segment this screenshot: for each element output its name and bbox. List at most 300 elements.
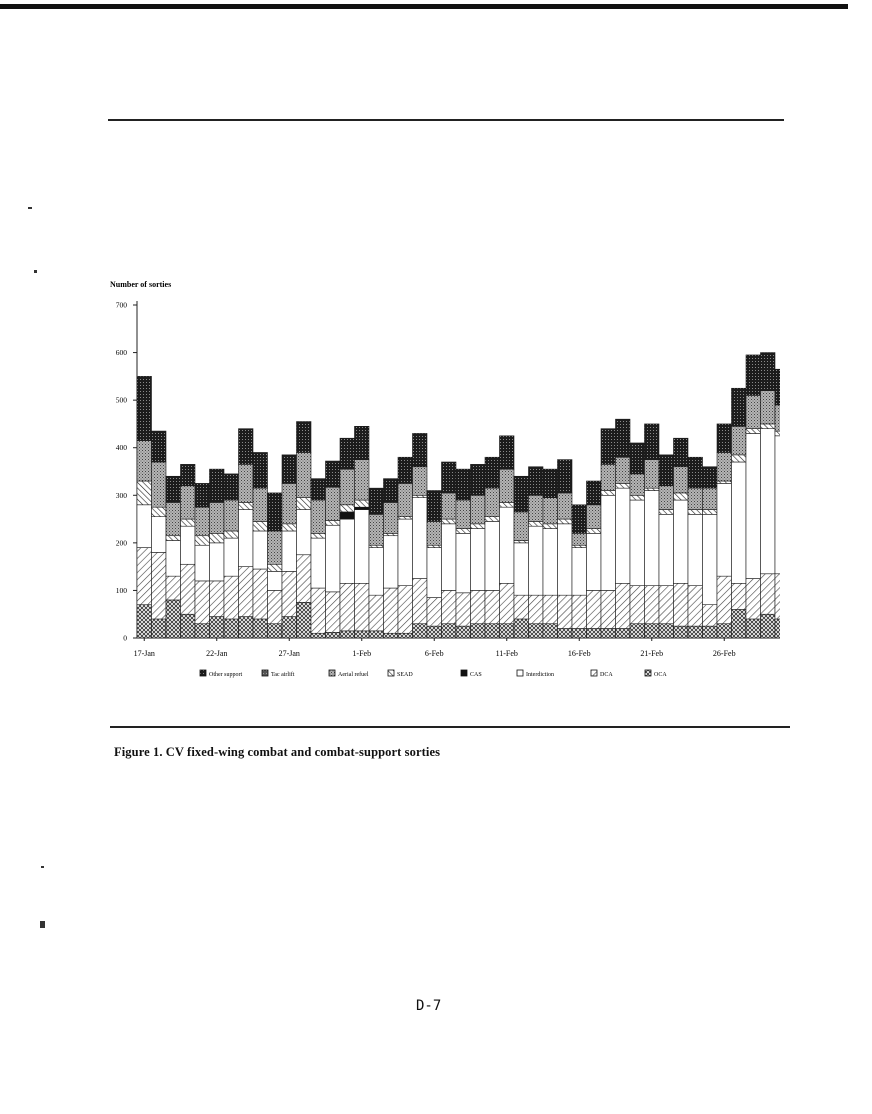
scan-speck bbox=[28, 207, 32, 209]
bar-segment-aerial-refuel bbox=[369, 514, 384, 545]
bar-segment-oca bbox=[384, 633, 399, 638]
legend-swatch-dca bbox=[591, 670, 597, 676]
scan-speck bbox=[34, 270, 37, 273]
bar-segment-sead bbox=[413, 495, 428, 497]
bar-segment-oca bbox=[529, 624, 544, 638]
bar-stack bbox=[268, 493, 283, 638]
bar-segment-sead bbox=[529, 521, 544, 526]
bar-segment-sead bbox=[543, 524, 558, 529]
bar-segment-other-support bbox=[152, 431, 167, 462]
bar-stack bbox=[572, 505, 587, 638]
bar-segment-oca bbox=[471, 624, 486, 638]
legend-label-cas: CAS bbox=[470, 672, 482, 678]
bar-segment-interdiction bbox=[268, 571, 283, 590]
bar-segment-oca bbox=[311, 633, 326, 638]
bar-segment-other-support bbox=[369, 488, 384, 514]
bar-stack bbox=[340, 438, 355, 638]
bar-segment-oca bbox=[195, 624, 210, 638]
bar-segment-aerial-refuel bbox=[210, 502, 225, 533]
bars bbox=[137, 353, 780, 638]
bar-segment-sead bbox=[688, 510, 703, 515]
bar-segment-aerial-refuel bbox=[558, 493, 573, 519]
bar-segment-aerial-refuel bbox=[587, 505, 602, 529]
bar-stack bbox=[529, 467, 544, 638]
bar-stack bbox=[297, 422, 312, 638]
bar-segment-other-support bbox=[601, 429, 616, 465]
bar-segment-aerial-refuel bbox=[311, 500, 326, 533]
bar-segment-sead bbox=[717, 481, 732, 483]
legend bbox=[200, 670, 667, 678]
bar-segment-aerial-refuel bbox=[717, 452, 732, 481]
x-tick-label: 16-Feb bbox=[567, 649, 591, 658]
legend-swatch-oca bbox=[645, 670, 651, 676]
bar-segment-dca bbox=[442, 590, 457, 623]
bar-segment-sead bbox=[355, 500, 370, 507]
bar-segment-oca bbox=[717, 624, 732, 638]
bar-segment-oca bbox=[224, 619, 239, 638]
bar-segment-oca bbox=[239, 617, 254, 638]
legend-swatch-aerial-refuel bbox=[329, 670, 335, 676]
bar-segment-sead bbox=[471, 524, 486, 529]
bar-segment-other-support bbox=[630, 443, 645, 474]
bar-stack bbox=[442, 462, 457, 638]
bar-segment-dca bbox=[659, 586, 674, 624]
y-tick-label: 500 bbox=[115, 395, 127, 405]
bar-segment-other-support bbox=[326, 461, 341, 487]
bar-segment-oca bbox=[398, 633, 413, 638]
bar-segment-aerial-refuel bbox=[297, 452, 312, 497]
bar-segment-sead bbox=[674, 493, 689, 500]
legend-swatch-other-support bbox=[200, 670, 206, 676]
bar-segment-other-support bbox=[456, 469, 471, 500]
bar-segment-interdiction bbox=[761, 429, 776, 574]
bar-segment-aerial-refuel bbox=[645, 460, 660, 489]
bar-segment-sead bbox=[703, 510, 718, 515]
bar-segment-interdiction bbox=[210, 543, 225, 581]
bar-stack bbox=[761, 353, 776, 638]
bar-segment-aerial-refuel bbox=[355, 460, 370, 500]
bottom-rule bbox=[110, 726, 790, 728]
bar-segment-dca bbox=[543, 595, 558, 624]
legend-label-oca: OCA bbox=[654, 672, 667, 678]
bar-segment-other-support bbox=[645, 424, 660, 460]
x-tick-label: 26-Feb bbox=[712, 649, 736, 658]
scan-speck bbox=[41, 866, 44, 868]
bar-stack bbox=[282, 455, 297, 638]
y-tick-label: 400 bbox=[115, 443, 127, 453]
bar-segment-aerial-refuel bbox=[398, 483, 413, 516]
bar-segment-interdiction bbox=[659, 514, 674, 585]
bar-segment-dca bbox=[500, 583, 515, 623]
bar-segment-other-support bbox=[166, 476, 181, 502]
bar-segment-interdiction bbox=[326, 525, 341, 592]
bar-segment-dca bbox=[384, 588, 399, 633]
bar-stack bbox=[703, 467, 718, 638]
bar-segment-interdiction bbox=[282, 531, 297, 571]
y-tick-label: 0 bbox=[123, 633, 127, 643]
bar-segment-dca bbox=[761, 574, 776, 614]
bar-segment-sead bbox=[181, 519, 196, 526]
bar-stack bbox=[195, 483, 210, 638]
bar-segment-interdiction bbox=[514, 543, 529, 595]
bar-segment-sead bbox=[224, 531, 239, 538]
bar-stack bbox=[616, 419, 631, 638]
bar-segment-sead bbox=[659, 510, 674, 515]
bar-segment-other-support bbox=[442, 462, 457, 493]
bar-segment-dca bbox=[427, 598, 442, 627]
bar-segment-other-support bbox=[282, 455, 297, 484]
bar-segment-aerial-refuel bbox=[137, 441, 152, 481]
bar-segment-dca bbox=[601, 590, 616, 628]
bar-segment-dca bbox=[268, 590, 283, 623]
bar-stack bbox=[645, 424, 660, 638]
bar-stack bbox=[471, 464, 486, 638]
bar-segment-sead bbox=[253, 521, 268, 531]
bar-segment-other-support bbox=[732, 388, 747, 426]
bar-segment-aerial-refuel bbox=[253, 488, 268, 521]
bar-segment-sead bbox=[572, 545, 587, 547]
bar-stack bbox=[775, 369, 780, 638]
bar-segment-other-support bbox=[384, 479, 399, 503]
bar-segment-dca bbox=[340, 583, 355, 631]
bar-stack bbox=[427, 491, 442, 638]
bar-stack bbox=[732, 388, 747, 638]
bar-segment-aerial-refuel bbox=[152, 462, 167, 507]
x-tick-label: 21-Feb bbox=[640, 649, 664, 658]
bar-segment-aerial-refuel bbox=[166, 502, 181, 535]
bar-segment-sead bbox=[311, 533, 326, 538]
bar-stack bbox=[253, 452, 268, 638]
bar-segment-oca bbox=[761, 614, 776, 638]
bar-segment-dca bbox=[195, 581, 210, 624]
bar-segment-sead bbox=[137, 481, 152, 505]
bar-segment-sead bbox=[587, 529, 602, 534]
bar-segment-sead bbox=[630, 495, 645, 500]
bar-segment-dca bbox=[239, 567, 254, 617]
bar-segment-oca bbox=[616, 628, 631, 638]
bar-stack bbox=[398, 457, 413, 638]
bar-segment-dca bbox=[529, 595, 544, 624]
legend-label-dca: DCA bbox=[600, 672, 613, 678]
bar-segment-other-support bbox=[268, 493, 283, 531]
bar-segment-other-support bbox=[224, 474, 239, 500]
bar-segment-oca bbox=[369, 631, 384, 638]
bar-segment-aerial-refuel bbox=[427, 521, 442, 545]
bar-segment-sead bbox=[326, 520, 341, 525]
bar-segment-dca bbox=[456, 593, 471, 626]
bar-segment-aerial-refuel bbox=[630, 474, 645, 495]
bar-segment-other-support bbox=[355, 426, 370, 459]
legend-label-other-support: Other support bbox=[209, 672, 243, 678]
bar-segment-oca bbox=[775, 619, 780, 638]
bar-segment-sead bbox=[775, 431, 780, 436]
bar-segment-oca bbox=[572, 628, 587, 638]
bar-segment-sead bbox=[616, 483, 631, 488]
bar-segment-interdiction bbox=[427, 548, 442, 598]
bar-segment-interdiction bbox=[224, 538, 239, 576]
bar-segment-other-support bbox=[253, 452, 268, 488]
bar-segment-interdiction bbox=[703, 514, 718, 604]
bar-segment-dca bbox=[645, 586, 660, 624]
bar-segment-sead bbox=[369, 545, 384, 547]
bar-segment-dca bbox=[282, 571, 297, 616]
scan-edge-bar bbox=[0, 4, 848, 9]
bar-segment-interdiction bbox=[384, 536, 399, 588]
bar-segment-interdiction bbox=[239, 510, 254, 567]
bar-segment-oca bbox=[268, 624, 283, 638]
bar-segment-other-support bbox=[659, 455, 674, 486]
bar-segment-dca bbox=[703, 605, 718, 626]
bar-segment-dca bbox=[253, 569, 268, 619]
bar-segment-other-support bbox=[297, 422, 312, 453]
bar-stack bbox=[717, 424, 732, 638]
bar-stack bbox=[746, 355, 761, 638]
bar-segment-sead bbox=[456, 529, 471, 534]
bar-segment-other-support bbox=[195, 483, 210, 507]
bar-segment-sead bbox=[239, 502, 254, 509]
bar-segment-aerial-refuel bbox=[239, 464, 254, 502]
bar-segment-other-support bbox=[398, 457, 413, 483]
y-axis-label: Number of sorties bbox=[110, 280, 172, 289]
bar-segment-dca bbox=[558, 595, 573, 628]
bar-segment-other-support bbox=[311, 479, 326, 500]
bar-segment-sead bbox=[268, 564, 283, 571]
legend-swatch-tac-airlift bbox=[262, 670, 268, 676]
bar-segment-cas bbox=[340, 512, 355, 519]
bar-segment-sead bbox=[427, 545, 442, 547]
bar-segment-sead bbox=[210, 533, 225, 543]
bar-segment-interdiction bbox=[587, 533, 602, 590]
bar-segment-interdiction bbox=[471, 529, 486, 591]
bar-segment-oca bbox=[282, 617, 297, 638]
bar-segment-sead bbox=[645, 488, 660, 490]
bar-segment-sead bbox=[761, 424, 776, 429]
bar-segment-oca bbox=[456, 626, 471, 638]
bar-segment-other-support bbox=[587, 481, 602, 505]
bar-segment-dca bbox=[137, 548, 152, 605]
bar-segment-aerial-refuel bbox=[224, 500, 239, 531]
bar-segment-aerial-refuel bbox=[674, 467, 689, 493]
bar-segment-oca bbox=[601, 628, 616, 638]
bar-segment-dca bbox=[485, 590, 500, 623]
bar-segment-aerial-refuel bbox=[746, 395, 761, 428]
bar-segment-interdiction bbox=[413, 498, 428, 579]
bar-segment-other-support bbox=[616, 419, 631, 457]
bar-segment-oca bbox=[558, 628, 573, 638]
bar-segment-interdiction bbox=[311, 538, 326, 588]
bar-stack bbox=[630, 443, 645, 638]
bar-segment-sead bbox=[195, 536, 210, 546]
bar-segment-dca bbox=[181, 564, 196, 614]
bar-segment-oca bbox=[645, 624, 660, 638]
bar-segment-dca bbox=[297, 555, 312, 603]
y-tick-label: 100 bbox=[115, 585, 127, 595]
bar-segment-oca bbox=[340, 631, 355, 638]
bar-segment-sead bbox=[442, 519, 457, 524]
bar-segment-oca bbox=[152, 619, 167, 638]
x-tick-label: 11-Feb bbox=[495, 649, 518, 658]
bar-segment-oca bbox=[703, 626, 718, 638]
bar-segment-aerial-refuel bbox=[195, 507, 210, 536]
bar-segment-dca bbox=[732, 583, 747, 609]
bar-segment-aerial-refuel bbox=[485, 488, 500, 517]
bar-segment-aerial-refuel bbox=[500, 469, 515, 502]
bar-segment-dca bbox=[616, 583, 631, 628]
bar-segment-aerial-refuel bbox=[688, 488, 703, 509]
bar-segment-aerial-refuel bbox=[471, 495, 486, 524]
bar-segment-interdiction bbox=[543, 529, 558, 596]
bar-segment-dca bbox=[471, 590, 486, 623]
bar-segment-dca bbox=[355, 583, 370, 631]
bar-segment-other-support bbox=[674, 438, 689, 467]
bar-stack bbox=[413, 433, 428, 638]
bar-segment-aerial-refuel bbox=[761, 391, 776, 424]
bar-segment-interdiction bbox=[152, 517, 167, 553]
bar-stack bbox=[384, 479, 399, 638]
bar-segment-interdiction bbox=[166, 540, 181, 576]
bar-segment-cas bbox=[355, 507, 370, 509]
bar-segment-interdiction bbox=[355, 510, 370, 584]
bar-segment-sead bbox=[514, 540, 529, 542]
bar-segment-dca bbox=[413, 579, 428, 624]
bar-segment-oca bbox=[297, 602, 312, 638]
bar-segment-dca bbox=[514, 595, 529, 619]
bar-segment-interdiction bbox=[645, 491, 660, 586]
bar-segment-interdiction bbox=[746, 433, 761, 578]
legend-label-aerial-refuel: Aerial refuel bbox=[338, 672, 369, 678]
bar-segment-other-support bbox=[413, 433, 428, 466]
bar-segment-oca bbox=[514, 619, 529, 638]
figure-caption: Figure 1. CV fixed-wing combat and combat-support sorties bbox=[114, 745, 441, 759]
bar-segment-other-support bbox=[514, 476, 529, 512]
bar-stack bbox=[152, 431, 167, 638]
bar-segment-aerial-refuel bbox=[442, 493, 457, 519]
bar-stack bbox=[587, 481, 602, 638]
bar-segment-sead bbox=[732, 455, 747, 462]
bar-segment-other-support bbox=[688, 457, 703, 488]
bar-segment-aerial-refuel bbox=[384, 502, 399, 533]
bar-segment-aerial-refuel bbox=[456, 500, 471, 529]
bar-segment-oca bbox=[543, 624, 558, 638]
bar-segment-interdiction bbox=[688, 514, 703, 585]
bar-segment-other-support bbox=[485, 457, 500, 488]
bar-segment-sead bbox=[601, 491, 616, 496]
bar-segment-oca bbox=[253, 619, 268, 638]
stacked-bar-chart bbox=[100, 270, 780, 690]
bar-segment-oca bbox=[413, 624, 428, 638]
bar-segment-other-support bbox=[543, 469, 558, 498]
bar-segment-aerial-refuel bbox=[572, 533, 587, 545]
bar-segment-interdiction bbox=[485, 521, 500, 590]
bar-stack bbox=[674, 438, 689, 638]
bar-segment-interdiction bbox=[195, 545, 210, 581]
bar-segment-interdiction bbox=[297, 510, 312, 555]
bar-segment-aerial-refuel bbox=[529, 495, 544, 521]
bar-segment-other-support bbox=[181, 464, 196, 485]
bar-stack bbox=[543, 469, 558, 638]
bar-stack bbox=[659, 455, 674, 638]
bar-stack bbox=[224, 474, 239, 638]
bar-stack bbox=[514, 476, 529, 638]
bar-segment-dca bbox=[224, 576, 239, 619]
bar-segment-aerial-refuel bbox=[413, 467, 428, 496]
bar-segment-dca bbox=[775, 574, 780, 619]
bar-segment-sead bbox=[558, 519, 573, 524]
bar-segment-dca bbox=[674, 583, 689, 626]
bar-segment-sead bbox=[297, 498, 312, 510]
bar-stack bbox=[239, 429, 254, 638]
bar-segment-other-support bbox=[427, 491, 442, 522]
bar-segment-oca bbox=[166, 600, 181, 638]
bar-segment-oca bbox=[442, 624, 457, 638]
bar-segment-other-support bbox=[775, 369, 780, 405]
bar-segment-interdiction bbox=[529, 526, 544, 595]
bar-stack bbox=[181, 464, 196, 638]
bar-segment-interdiction bbox=[717, 483, 732, 576]
bar-segment-oca bbox=[746, 619, 761, 638]
bar-stack bbox=[326, 461, 341, 638]
y-tick-label: 700 bbox=[115, 300, 127, 310]
bar-segment-aerial-refuel bbox=[659, 486, 674, 510]
bar-segment-dca bbox=[326, 592, 341, 632]
bar-segment-interdiction bbox=[601, 495, 616, 590]
legend-swatch-sead bbox=[388, 670, 394, 676]
bar-segment-interdiction bbox=[732, 462, 747, 583]
bar-segment-oca bbox=[659, 624, 674, 638]
bar-segment-oca bbox=[355, 631, 370, 638]
bar-segment-aerial-refuel bbox=[732, 426, 747, 455]
bar-segment-interdiction bbox=[558, 524, 573, 595]
legend-label-interdiction: Interdiction bbox=[526, 672, 554, 678]
legend-swatch-cas bbox=[461, 670, 467, 676]
bar-segment-oca bbox=[587, 628, 602, 638]
x-tick-label: 27-Jan bbox=[278, 649, 300, 658]
bar-segment-other-support bbox=[137, 376, 152, 440]
bar-segment-dca bbox=[630, 586, 645, 624]
bar-segment-dca bbox=[152, 552, 167, 619]
bar-segment-sead bbox=[485, 517, 500, 522]
bar-segment-other-support bbox=[500, 436, 515, 469]
bar-segment-oca bbox=[630, 624, 645, 638]
bar-segment-interdiction bbox=[340, 519, 355, 583]
bar-segment-other-support bbox=[210, 469, 225, 502]
bar-segment-aerial-refuel bbox=[282, 483, 297, 523]
bar-segment-interdiction bbox=[775, 436, 780, 574]
bar-segment-aerial-refuel bbox=[616, 457, 631, 483]
bar-segment-aerial-refuel bbox=[268, 531, 283, 564]
x-tick-label: 17-Jan bbox=[133, 649, 155, 658]
bar-segment-other-support bbox=[572, 505, 587, 534]
bar-stack bbox=[137, 376, 152, 638]
bar-segment-interdiction bbox=[398, 519, 413, 586]
bar-segment-other-support bbox=[717, 424, 732, 453]
bar-stack bbox=[456, 469, 471, 638]
bar-segment-aerial-refuel bbox=[543, 498, 558, 524]
bar-segment-dca bbox=[746, 579, 761, 619]
top-rule bbox=[108, 119, 784, 121]
legend-label-tac-airlift: Tac airlift bbox=[271, 672, 295, 678]
bar-stack bbox=[311, 479, 326, 638]
bar-segment-aerial-refuel bbox=[775, 405, 780, 431]
bar-segment-other-support bbox=[529, 467, 544, 496]
x-tick-label: 1-Feb bbox=[352, 649, 372, 658]
bar-segment-oca bbox=[181, 614, 196, 638]
bar-segment-interdiction bbox=[572, 548, 587, 596]
bar-segment-aerial-refuel bbox=[326, 487, 341, 520]
bar-segment-oca bbox=[485, 624, 500, 638]
bar-stack bbox=[601, 429, 616, 638]
bar-segment-dca bbox=[572, 595, 587, 628]
